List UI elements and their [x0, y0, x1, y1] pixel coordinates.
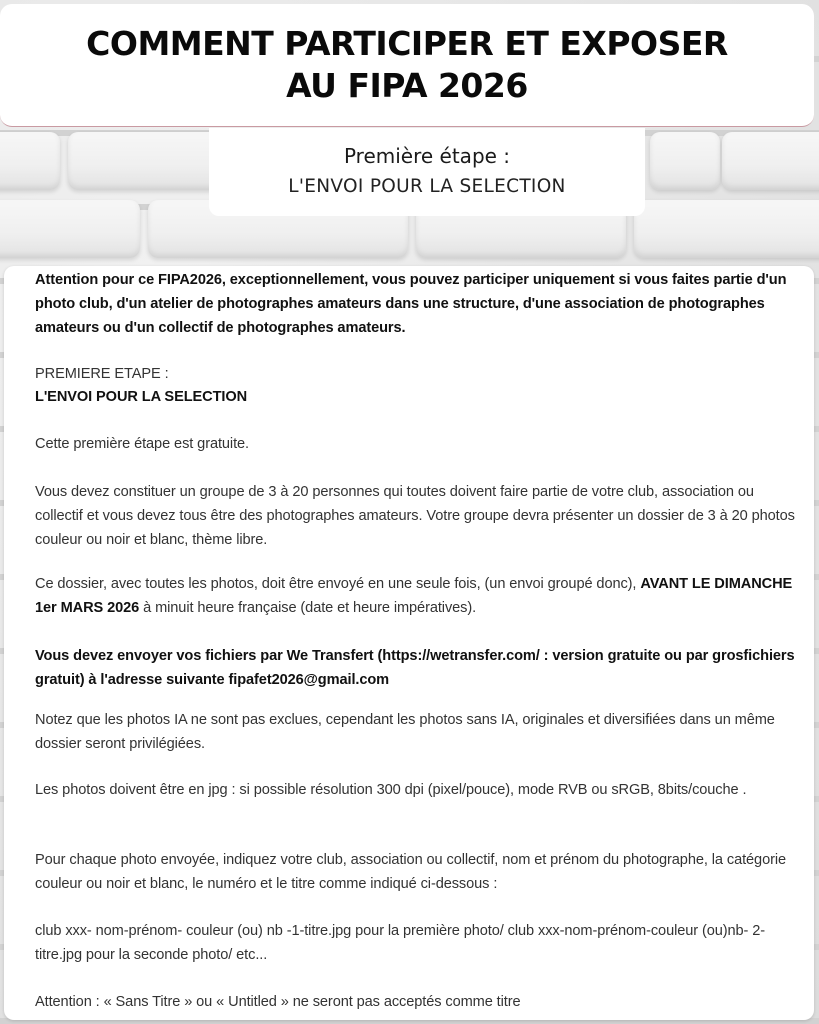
section-title: L'ENVOI POUR LA SELECTION — [35, 389, 248, 405]
deadline-paragraph — [35, 572, 805, 620]
naming-intro: Pour chaque photo envoyée, indiquez votre club, association ou collectif, nom et prénom du photographe, la catégorie couleur ou noir et blanc, le numéro et le titre comme indiqué ci-dessous : — [35, 852, 787, 892]
deadline-text-after: à minuit heure française (date et heure impératives). — [139, 600, 477, 616]
send-instructions: Vous devez envoyer vos fichiers par We Transfert (https://wetransfer.com/ : version gratuite ou par grosfichiers gratuit) à l'adresse suivante fipafet2026@gmail.com — [35, 648, 795, 688]
title-card — [0, 4, 814, 127]
content-card — [4, 266, 814, 1020]
naming-example: club xxx- nom-prénom- couleur (ou) nb -1-titre.jpg pour la première photo/ club xxx-nom-prénom-couleur (ou)nb- 2-titre.jpg pour la seconde photo/ etc... — [35, 923, 766, 963]
free-note: Cette première étape est gratuite. — [35, 436, 250, 452]
intro-paragraph: Attention pour ce FIPA2026, exceptionnellement, vous pouvez participer uniquement si vous faites partie d'un photo club, d'un atelier de photographes amateurs dans une structure, d'une association de photographes amateurs ou d'un collectif de photographes amateurs. — [35, 272, 787, 336]
step-banner — [209, 128, 645, 216]
page-title-line-2: AU FIPA 2026 — [286, 66, 528, 105]
deadline-date: AVANT LE DIMANCHE 1er MARS 2026 — [35, 576, 793, 616]
deadline-text-before: Ce dossier, avec toutes les photos, doit être envoyé en une seule fois, (un envoi groupé donc), — [35, 576, 641, 592]
section-label: PREMIERE ETAPE : — [35, 366, 169, 382]
title-warning: Attention : « Sans Titre » ou « Untitled » ne seront pas acceptés comme titre — [35, 994, 521, 1010]
step-subtitle: L'ENVOI POUR LA SELECTION — [288, 176, 566, 197]
step-title: Première étape : — [343, 144, 511, 168]
ai-note: Notez que les photos IA ne sont pas exclues, cependant les photos sans IA, originales et diversifiées dans un même dossier seront privilégiées. — [35, 712, 775, 752]
page-title-line-1: COMMENT PARTICIPER ET EXPOSER — [86, 24, 728, 63]
format-note: Les photos doivent être en jpg : si possible résolution 300 dpi (pixel/pouce), mode RVB ou sRGB, 8bits/couche . — [35, 782, 747, 798]
group-info-paragraph: Vous devez constituer un groupe de 3 à 20 personnes qui toutes doivent faire partie de votre club, association ou collectif et vous devez tous être des photographes amateurs. Votre groupe devra présenter un dossier de 3 à 20 photos couleur ou noir et blanc, thème libre. — [35, 484, 795, 548]
